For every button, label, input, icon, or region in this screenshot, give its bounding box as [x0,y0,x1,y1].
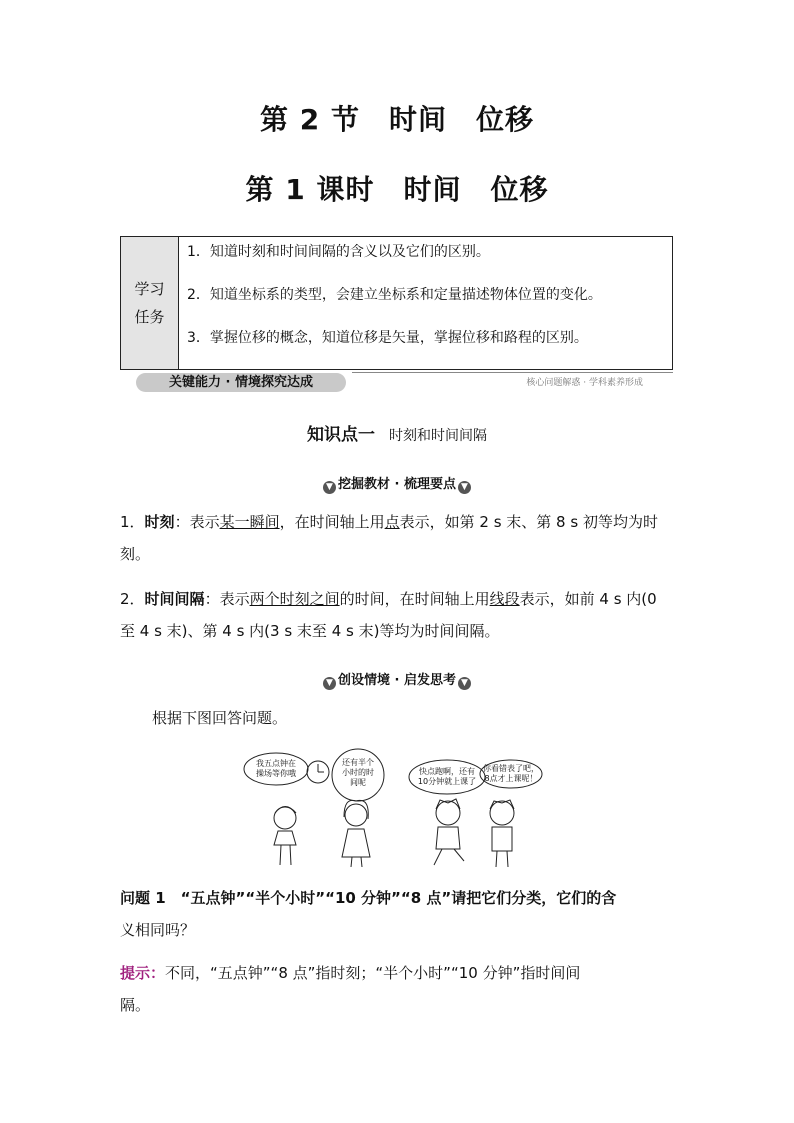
knowledge-point-heading [0,420,794,445]
section-title: 第 2 节 时间 位移 [260,103,534,136]
tasks-label-line2: 任务 [134,308,165,326]
task-item: 1．知道时刻和时间间隔的含义以及它们的区别。 [187,244,490,260]
cartoon-svg [240,745,580,870]
question-text: 义相同吗？ [120,921,196,939]
subheading-label: 挖掘教材 · 梳理要点 [338,477,456,492]
knowledge-point-subtitle: 时刻和时间间隔 [389,428,487,444]
subheading-textbook [0,473,794,494]
text: ：表示 [204,590,250,608]
learning-tasks-box [120,236,673,370]
underlined-answer: 线段 [489,590,520,608]
bubble-text: 小时的时 [342,768,374,777]
hint-text: 不同，“五点钟”“8 点”指时刻；“半个小时”“10 分钟”指时间间 [165,964,581,982]
underlined-answer: 某一瞬间 [219,513,280,531]
section-banner [120,372,673,394]
bubble-text: 操场等你哦 [256,769,296,778]
banner-rule [352,372,673,373]
subheading-scenario [0,669,794,690]
bubble-text: 你看错表了吧， [483,764,539,773]
bubble-text: 间呢 [350,778,366,787]
hint-1 [120,957,680,1021]
bubble-text: 快点跑啊，还有 [419,767,475,776]
banner-note: 核心问题解惑 · 学科素养形成 [526,378,643,388]
task-item: 2．知道坐标系的类型，会建立坐标系和定量描述物体位置的变化。 [187,287,602,303]
text: 的时间，在时间轴上用 [339,590,490,608]
chevron-down-icon: ▼ [323,677,336,690]
chevron-down-icon: ▼ [458,677,471,690]
bubble-text: 10分钟就上课了 [417,777,477,786]
question-1 [120,882,680,946]
bubble-text: 还有半个 [342,758,374,767]
intro-text: 根据下图回答问题。 [152,709,288,727]
hint-label: 提示： [120,964,166,982]
definition-interval [120,583,680,647]
knowledge-point-title: 知识点一 [307,425,375,445]
tasks-label [121,237,179,369]
term: 时刻 [144,513,175,531]
hint-text: 隔。 [120,996,151,1014]
text: 刻。 [120,545,151,563]
underlined-answer: 点 [384,513,400,531]
banner-pill: 关键能力 · 情境探究达成 [136,373,346,392]
term: 时间间隔 [144,590,205,608]
cartoon-illustration [240,745,580,870]
lesson-title: 第 1 课时 时间 位移 [245,173,549,206]
bubble-text: 我五点钟在 [256,759,296,768]
question-text: 问题 1 “五点钟”“半个小时”“10 分钟”“8 点”请把它们分类，它们的含 [120,889,617,907]
item-number: 1． [120,513,145,531]
text: 表示，如第 2 s 末、第 8 s 初等均为时 [399,513,658,531]
underlined-answer: 两个时刻之间 [249,590,340,608]
bubble-text: 8点才上课呢！ [484,774,538,783]
text: ：表示 [174,513,220,531]
definition-moment [120,506,680,570]
tasks-label-line1: 学习 [134,280,165,298]
chevron-down-icon: ▼ [458,481,471,494]
subheading-label: 创设情境 · 启发思考 [338,673,456,688]
text: 至 4 s 末)、第 4 s 内(3 s 末至 4 s 末)等均为时间间隔。 [120,622,500,640]
text: ，在时间轴上用 [279,513,385,531]
item-number: 2． [120,590,145,608]
text: 表示，如前 4 s 内(0 [519,590,657,608]
chevron-down-icon: ▼ [323,481,336,494]
task-item: 3．掌握位移的概念，知道位移是矢量，掌握位移和路程的区别。 [187,330,588,346]
